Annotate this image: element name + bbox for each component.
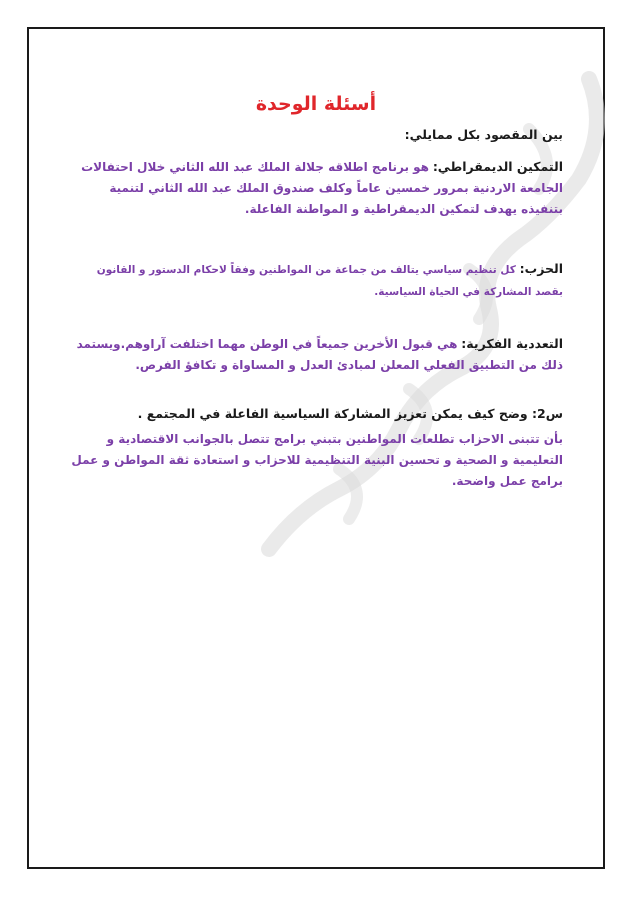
definition-entry bbox=[69, 258, 563, 303]
definition-term: التعددية الفكرية: bbox=[461, 336, 563, 351]
intro-question: بين المقصود بكل ممايلي: bbox=[404, 127, 563, 142]
definition-term: الحزب: bbox=[519, 261, 563, 276]
definition-text: هو برنامج اطلاقه جلالة الملك عبد الله الثاني خلال احتفالات الجامعة الاردنية بمرور خمسين عاماً وكلف صندوق الملك عبد الله الثاني لتنمية بتنفيذه يهدف لتمكين الديمقراطية و المواطنة الفاعلة. bbox=[81, 160, 563, 216]
definition-text: هي قبول الأخرين جميعاً في الوطن مهما اختلفت آراوهم.ويستمد ذلك من التطبيق الفعلي المعلن لمبادئ العدل و المساواة و تكافؤ الفرص. bbox=[76, 337, 563, 372]
document-content bbox=[69, 93, 563, 492]
definition-entry bbox=[69, 156, 563, 220]
page-title: أسئلة الوحدة bbox=[255, 93, 377, 115]
page-frame bbox=[27, 27, 605, 869]
definition-text: كل تنظيم سياسي يتالف من جماعة من المواطنين وفقاً لاحكام الدستور و القانون بقصد المشاركة في الحياة السياسية. bbox=[96, 264, 563, 298]
definition-entry bbox=[69, 333, 563, 376]
definition-term: التمكين الديمقراطي: bbox=[432, 159, 563, 174]
question-2-answer: بأن تتبنى الاحزاب تطلعات المواطنين بتبني برامج تتصل بالجوانب الاقتصادية و التعليمية و الصحية و تحسين البنية التنظيمية للاحزاب و استعادة ثقة المواطن و عمل برامج عمل واضحة. bbox=[71, 432, 563, 488]
question-2: س2: وضح كيف يمكن تعزيز المشاركة السياسية الفاعلة في المجتمع . bbox=[137, 406, 563, 421]
